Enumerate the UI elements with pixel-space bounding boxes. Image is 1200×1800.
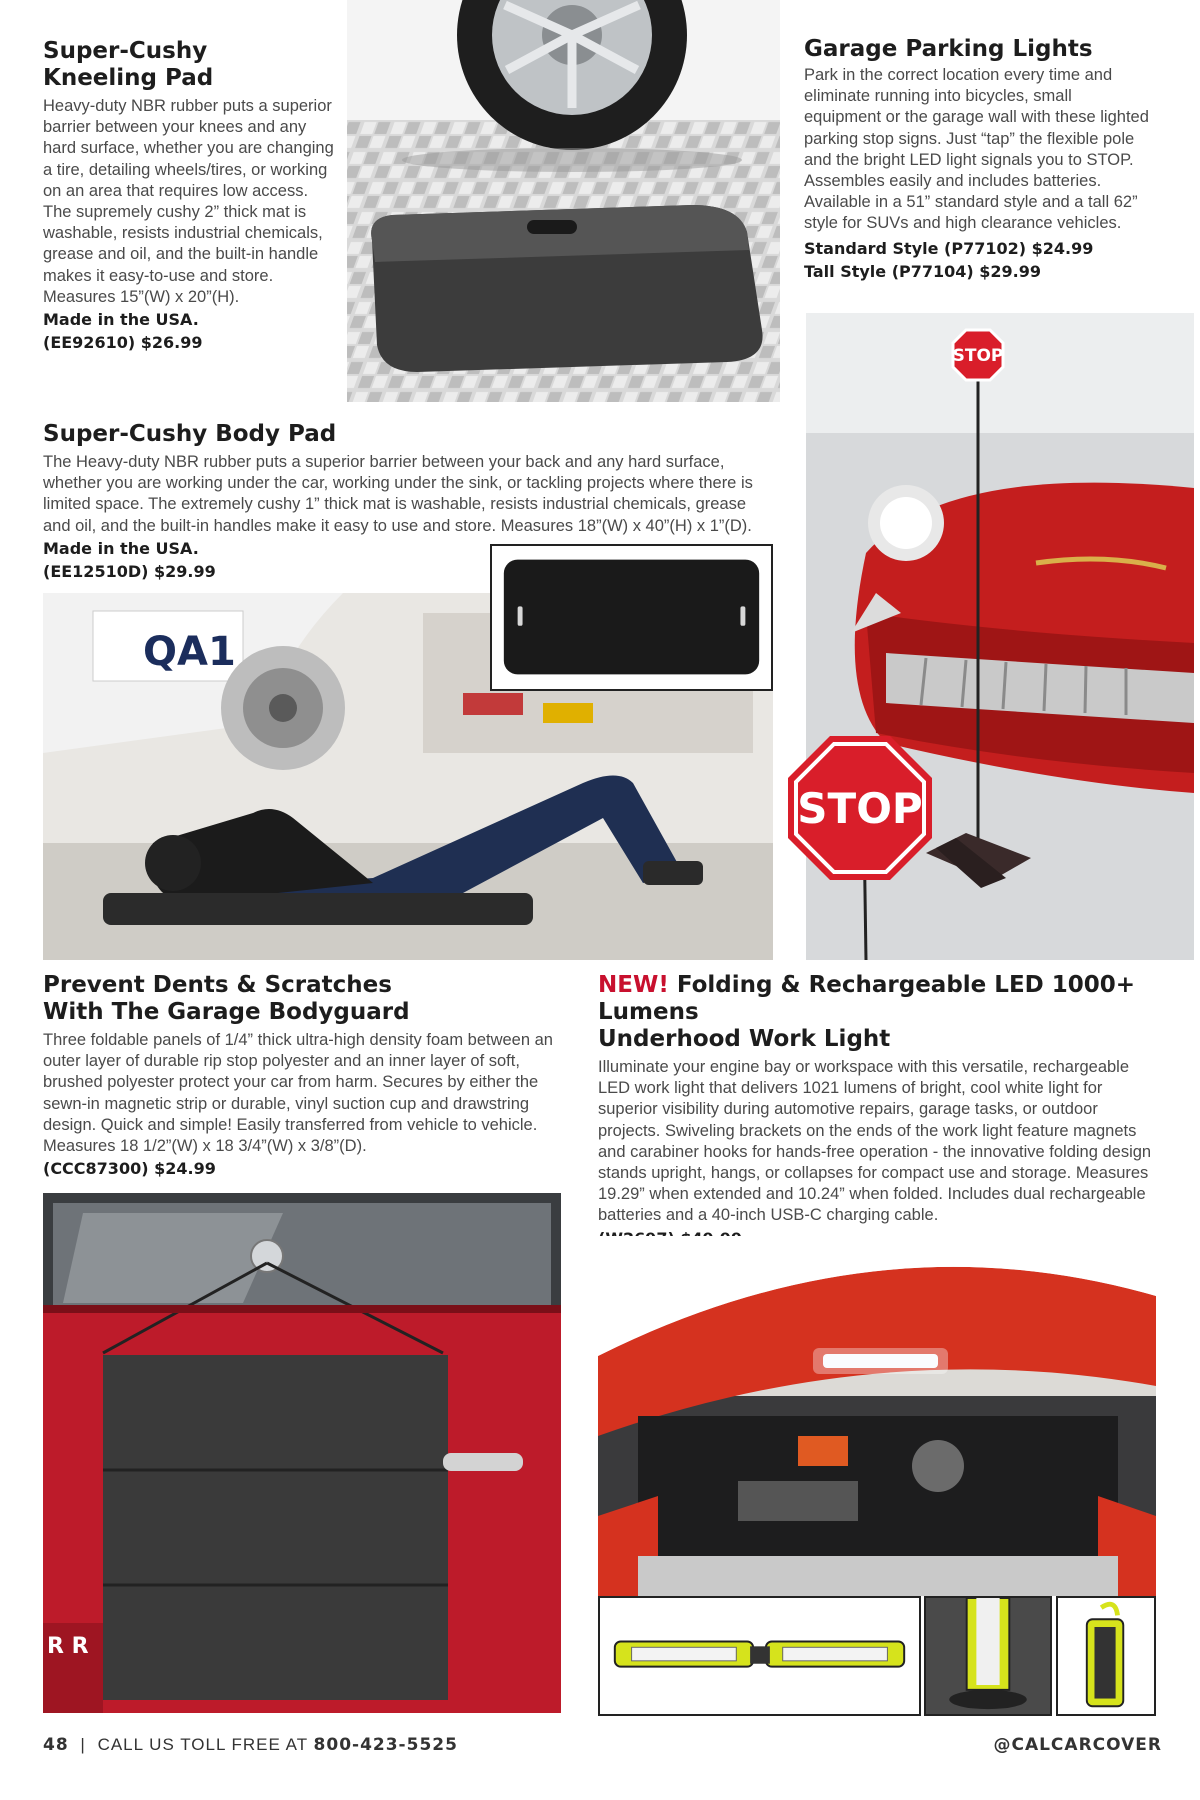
footer-separator: | [80,1735,86,1754]
qa1-decal-text: QA1 [143,629,236,675]
work-light-photo [598,1236,1156,1596]
large-stop-sign [788,736,932,880]
kneeling-pad-origin: Made in the USA. [43,310,199,330]
footer-contact [43,1735,458,1755]
bodyguard-section [43,972,583,1180]
parking-lights-section [804,36,1164,283]
parking-lights-description: Park in the correct location every time and eliminate running into bicycles, small equipment or the garage wall with these lighted parking stop signs. Just “tap” the flexible pole and the bright LED light signals you to STOP. Assembles easily and includes batteries. Available in a 51” standard style and a tall 62” style for SUVs and high clearance vehicles. [804,66,1149,233]
parking-lights-tall-option: Tall Style (P77104) $29.99 [804,261,1042,281]
page-number: 48 [43,1735,69,1755]
kneeling-pad-photo [347,0,780,402]
toll-free-label: CALL US TOLL FREE AT [97,1735,308,1754]
kneeling-pad-description: Heavy-duty NBR rubber puts a superior barrier between your knees and any hard surface, whether you are changing a tire, detailing wheels/tires, or working on an area that requires low access. The supremely cushy 2” thick mat is washable, resists industrial chemicals, grease and oil, and the built-in handle makes it easy-to-use and store. Measures 15”(W) x 20”(H). [43,97,334,306]
new-badge: NEW! [598,972,669,998]
work-light-inset-standing [924,1596,1052,1716]
body-pad-title: Super-Cushy Body Pad [43,421,337,447]
bodyguard-price: (CCC87300) $24.99 [43,1159,216,1179]
work-light-description: Illuminate your engine bay or workspace with this versatile, rechargeable LED work light that delivers 1021 lumens of bright, cool white light for superior visibility during automotive repairs, garage tasks, or outdoor projects. Swiveling brackets on the ends of the work light feature magnets and carabiner hooks for hands-free operation - the innovative folding design stands upright, hangs, or collapses for compact use and storage. Measures 19.29” when extended and 10.24” when folded. Includes dual rechargeable batteries and a 40-inch USB-C charging cable. [598,1058,1152,1225]
work-light-inset-extended [598,1596,921,1716]
body-pad-price: (EE12510D) $29.99 [43,562,216,582]
social-handle[interactable]: @CALCARCOVER [993,1735,1162,1755]
small-stop-sign-text: STOP [952,346,1004,366]
kneeling-pad-price: (EE92610) $26.99 [43,333,203,353]
body-pad-inset-photo [490,544,773,691]
kneeling-pad-title: Super-Cushy Kneeling Pad [43,38,214,91]
bodyguard-description: Three foldable panels of 1/4” thick ultra-high density foam between an outer layer of durable rip stop polyester and an inner layer of soft, brushed polyester protect your car from harm. Secures by either the sewn-in magnetic strip or durable, vinyl suction cup and drawstring design. Quick and simple! Easily transferred from vehicle to vehicle. Measures 18 1/2”(W) x 18 3/4”(W) x 3/8”(D). [43,1031,553,1156]
work-light-section [598,972,1178,1250]
parking-lights-standard-option: Standard Style (P77102) $24.99 [804,238,1094,258]
parking-lights-title: Garage Parking Lights [804,36,1093,62]
body-pad-description: The Heavy-duty NBR rubber puts a superior barrier between your back and any hard surface, whether you are working under the car, working under the sink, or tackling projects where there is limited space. The extremely cushy 1” thick mat is washable, resists industrial chemicals, grease and oil, and the built-in handles make it easy to use and store. Measures 18”(W) x 40”(H) x 1”(D). Made in the USA. [43,453,753,558]
phone-number[interactable]: 800-423-5525 [313,1735,458,1755]
svg-text:R R: R R [47,1634,89,1659]
work-light-inset-hanging [1056,1596,1156,1716]
kneeling-pad-section [43,38,343,354]
large-stop-sign-text: STOP [797,784,923,833]
bodyguard-photo [43,1193,561,1713]
body-pad-origin: Made in the USA. [43,538,199,558]
bodyguard-title: Prevent Dents & Scratches With The Garage Bodyguard [43,972,410,1025]
work-light-title: NEW! Folding & Rechargeable LED 1000+ Lumens Underhood Work Light [598,972,1136,1052]
